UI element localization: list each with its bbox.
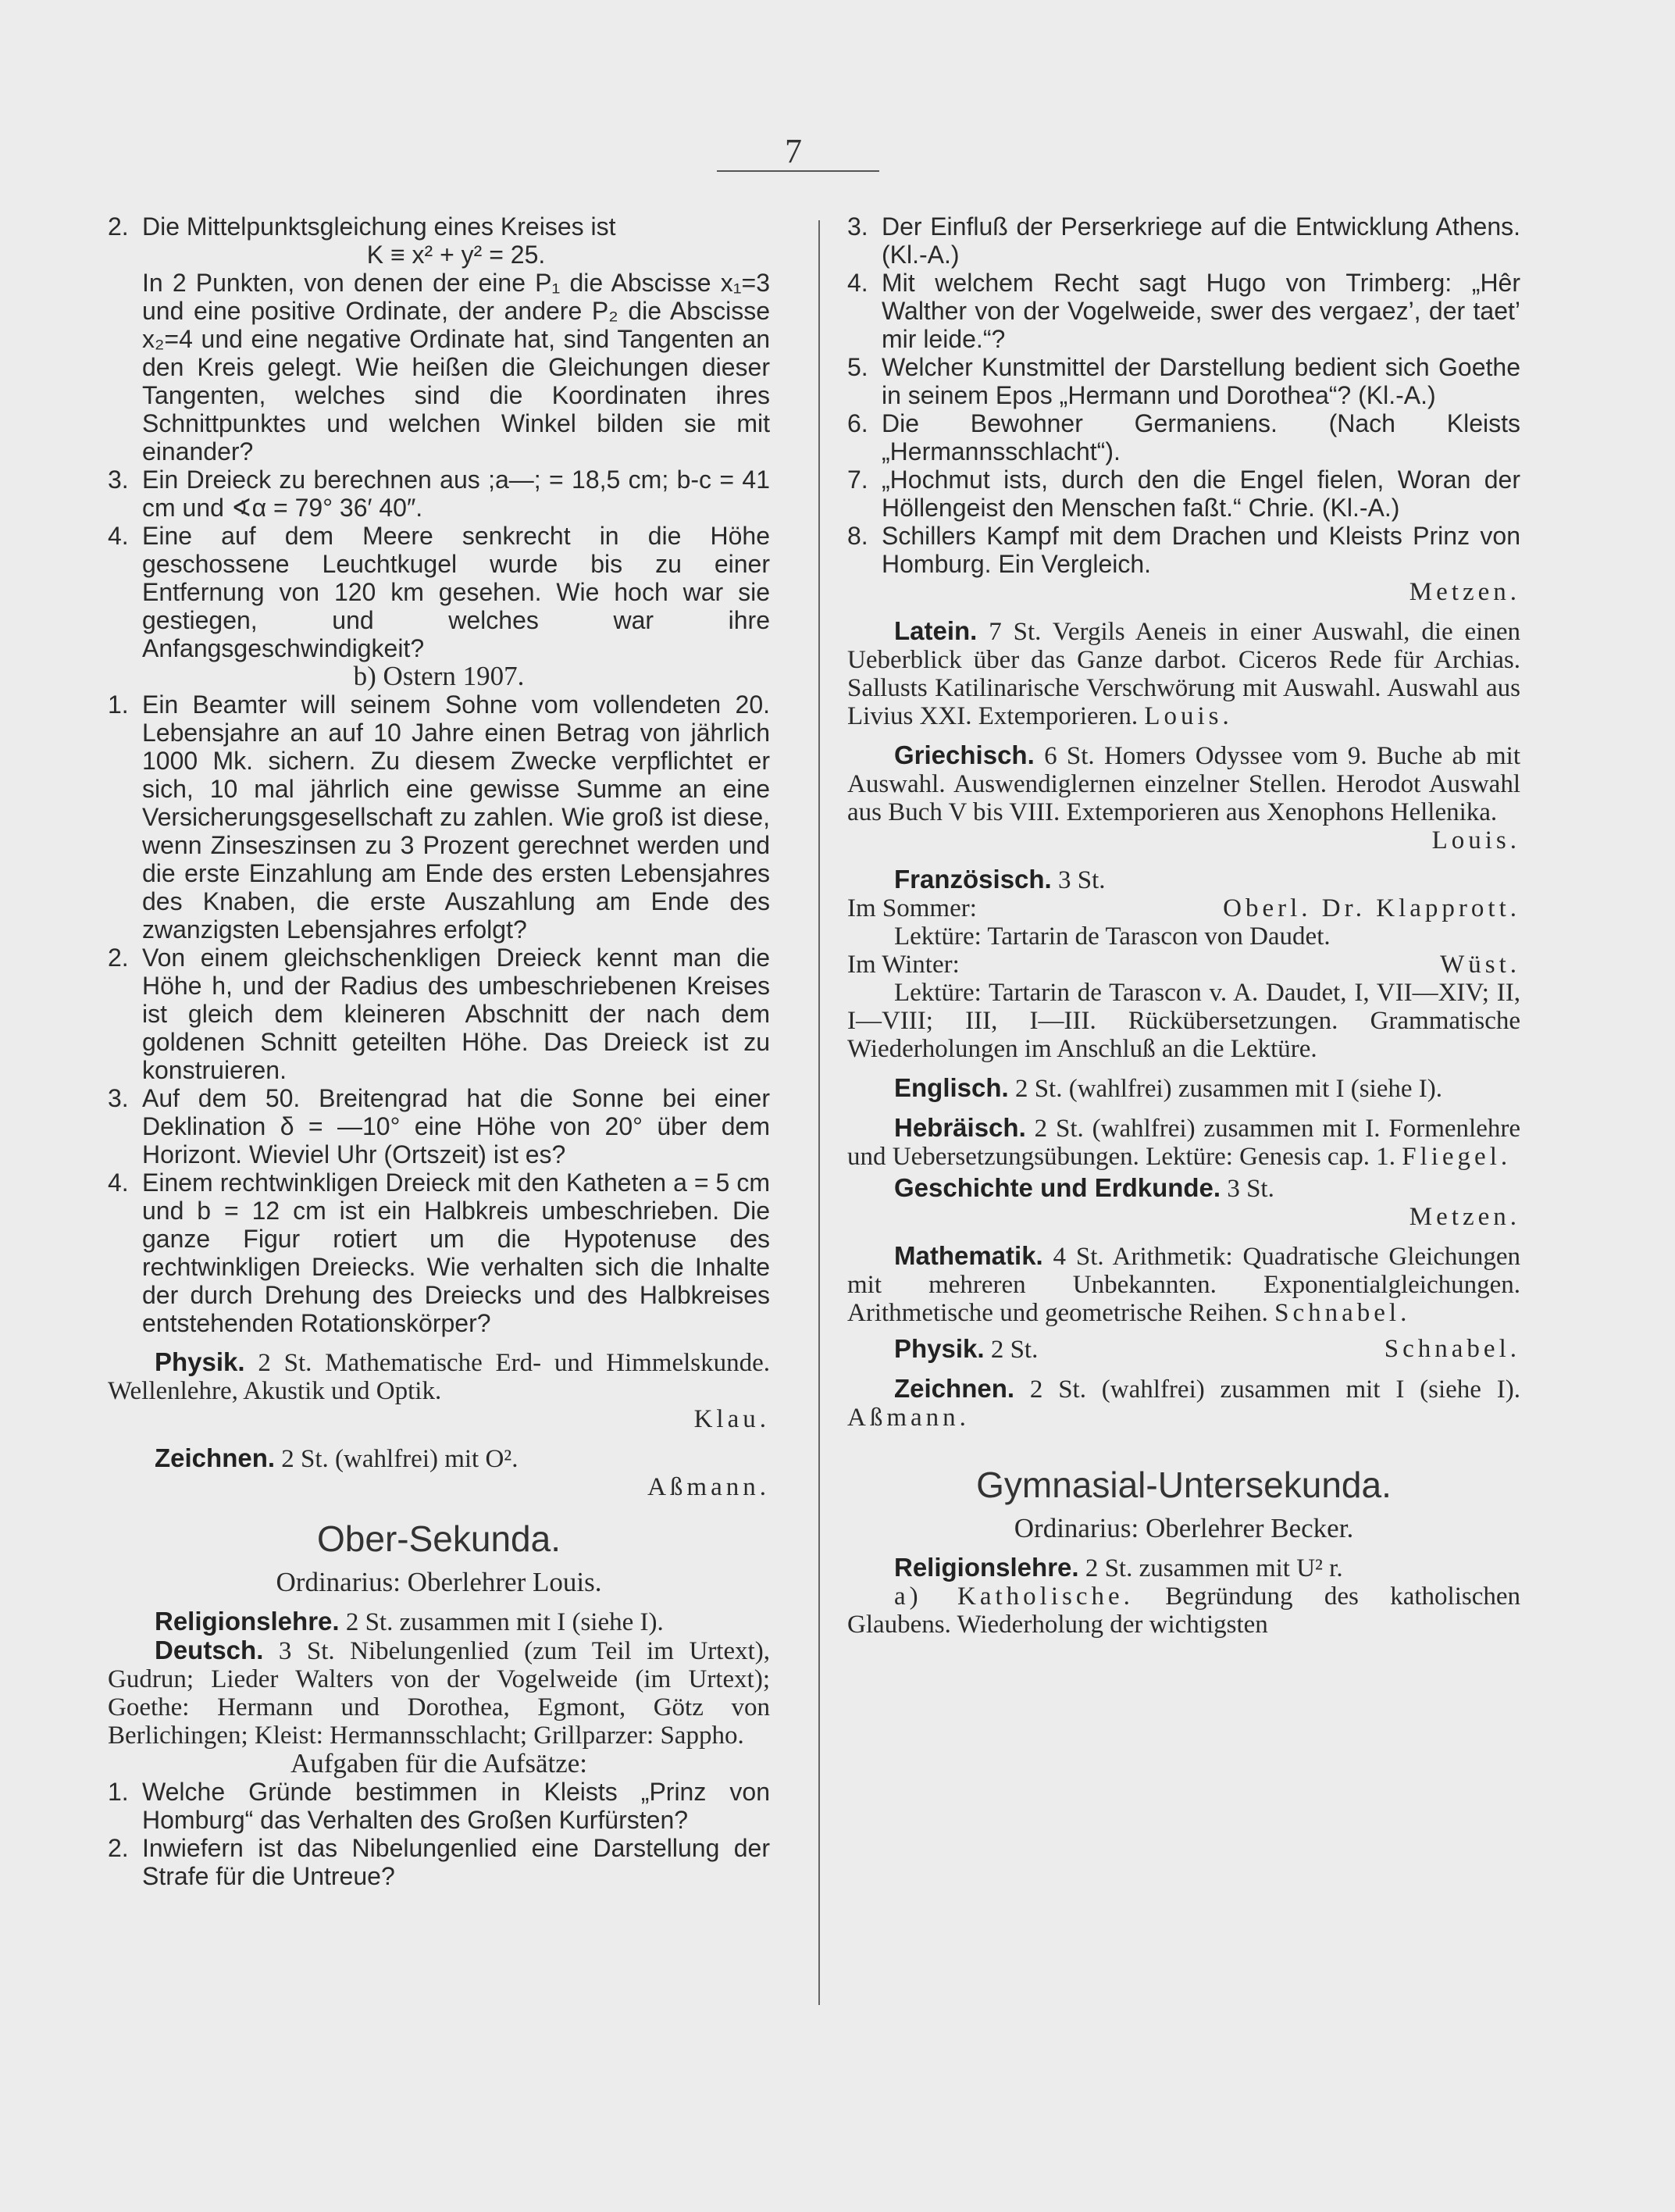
- ostern-heading: b) Ostern 1907.: [353, 661, 525, 691]
- essay-tasks-right: [847, 212, 1520, 578]
- item-number: 4.: [108, 522, 129, 550]
- ordinarius: Ordinarius: Oberlehrer Louis.: [276, 1567, 602, 1597]
- englisch-entry: [847, 1074, 1520, 1103]
- subject-label: Geschichte und Erdkunde.: [894, 1173, 1221, 1202]
- essay-tasks-left: [108, 1778, 770, 1890]
- task-text: Schillers Kampf mit dem Drachen und Kleists Prinz von Homburg. Ein Vergleich.: [882, 522, 1520, 578]
- subject-label: Französisch.: [894, 865, 1052, 894]
- franzoesisch-entry: [847, 865, 1520, 894]
- task-text: Die Bewohner Germaniens. (Nach Kleists „Hermannsschlacht“).: [882, 409, 1520, 466]
- math-task-b-3: [108, 1084, 770, 1168]
- task-text: Der Einfluß der Perserkriege auf die Entwicklung Athens. (Kl.-A.): [882, 212, 1520, 269]
- essay-task-4: [847, 269, 1520, 353]
- item-number: 4.: [847, 269, 868, 297]
- geschichte-teacher: Metzen.: [1409, 1203, 1520, 1231]
- subject-text: 2 St. zusammen mit I (siehe I).: [345, 1608, 664, 1636]
- geschichte-entry: [847, 1174, 1520, 1203]
- item-number: 6.: [847, 409, 868, 437]
- math-task-b-4: [108, 1168, 770, 1337]
- hebraeisch-entry: [847, 1114, 1520, 1171]
- task-text: Welche Gründe bestimmen in Kleists „Prinz von Homburg“ das Verhalten des Großen Kurfürsten?: [142, 1778, 770, 1834]
- subject-text: 6 St. Homers Odyssee vom 9. Buche ab mit Auswahl. Auswendiglernen einzelner Stellen. Herodot Auswahl aus Buch V bis VIII. Extemporieren aus Xenophons Hellenika.: [847, 742, 1520, 826]
- essay-task-2: [108, 1834, 770, 1890]
- subject-text: 2 St. (wahlfrei) zusammen mit I (siehe I).: [1029, 1375, 1521, 1404]
- sommer-teacher: Oberl. Dr. Klapprott.: [1223, 894, 1520, 922]
- essay-teacher: Metzen.: [1409, 578, 1520, 606]
- item-number: 3.: [108, 466, 129, 494]
- math-task-a-2: [108, 212, 770, 466]
- essay-task-6: [847, 409, 1520, 466]
- subject-text: 2 St.: [990, 1336, 1039, 1364]
- subject-text: 2 St. (wahlfrei) mit O².: [281, 1445, 519, 1473]
- item-number: 1.: [108, 1778, 129, 1806]
- essay-task-5: [847, 353, 1520, 409]
- subject-text: 3 St.: [1227, 1175, 1274, 1203]
- essay-task-8: [847, 522, 1520, 578]
- subject-label: Hebräisch.: [894, 1113, 1026, 1142]
- subject-teacher: Fliegel.: [1402, 1143, 1512, 1171]
- zeichnen-teacher: Aßmann.: [647, 1473, 770, 1501]
- item-number: 2.: [108, 212, 129, 241]
- winter-teacher: Wüst.: [1440, 951, 1520, 979]
- task-text: Eine auf dem Meere senkrecht in die Höhe geschossene Leuchtkugel wurde bis zu einer Entfernung von 120 km gesehen. Wie hoch war sie gestiegen, und welches war ihre Anfangsgeschwindigkeit?: [142, 522, 770, 662]
- subject-sublabel: a) Katholische.: [894, 1582, 1134, 1611]
- essay-task-1: [108, 1778, 770, 1834]
- math-task-b-1: [108, 690, 770, 944]
- sommer-row: [847, 894, 1520, 922]
- deutsch-entry: [108, 1636, 770, 1750]
- subject-text: 3 St. Nibelungenlied (zum Teil im Urtext), Gudrun; Lieder Walters von der Vogelweide (im Urtext); Goethe: Hermann und Dorothea, Egmont, Götz von Berlichingen; Kleist: Hermannsschlacht; Grillparzer: Sappho.: [108, 1637, 770, 1750]
- subject-text: 2 St. Mathematische Erd- und Himmelskunde. Wellenlehre, Akustik und Optik.: [108, 1349, 770, 1405]
- subject-text: 4 St. Arithmetik: Quadratische Gleichungen mit mehreren Unbekannten. Exponentialgleichungen. Arithmetische und geometrische Reihen.: [847, 1243, 1520, 1327]
- griechisch-entry: [847, 741, 1520, 826]
- subject-label: Religionslehre.: [155, 1607, 340, 1636]
- task-text: Einem rechtwinkligen Dreieck mit den Katheten a = 5 cm und b = 12 cm ist ein Halbkreis umbeschrieben. Die ganze Figur rotiert um die Hypotenuse des rechtwinkligen Dreiecks. Wie verhalten sich die Inhalte der durch Drehung des Dreiecks und des Halbkreises entstehenden Rotationskörper?: [142, 1168, 770, 1337]
- item-number: 1.: [108, 690, 129, 719]
- subject-teacher: Schnabel.: [1274, 1299, 1411, 1327]
- essay-task-3: [847, 212, 1520, 269]
- section-title-ober-sekunda: Ober-Sekunda.: [317, 1518, 561, 1559]
- task-text: Mit welchem Recht sagt Hugo von Trimberg: „Hêr Walther von der Vogelweide, swer des vergaez’, der taet’ mir leide.“?: [882, 269, 1520, 353]
- subject-label: Zeichnen.: [155, 1443, 276, 1472]
- task-text: Von einem gleichschenkligen Dreieck kennt man die Höhe h, und der Radius des umbeschriebenen Kreises ist gleich dem kleineren Abschnitt der nach dem goldenen Schnitt geteilten Höhe. Das Dreieck ist zu konstruieren.: [142, 944, 770, 1084]
- winter-row: [847, 951, 1520, 979]
- section-title-untersekunda: Gymnasial-Untersekunda.: [976, 1465, 1392, 1505]
- religion-entry: [108, 1607, 770, 1636]
- page-number: 7: [785, 132, 802, 170]
- column-divider: [818, 220, 820, 2005]
- ordinarius: Ordinarius: Oberlehrer Becker.: [1014, 1513, 1354, 1543]
- math-task-a-3: [108, 466, 770, 522]
- task-text: Welcher Kunstmittel der Darstellung bedient sich Goethe in seinem Epos „Hermann und Dorothea“? (Kl.-A.): [882, 353, 1520, 409]
- subject-hours: 3 St.: [1057, 866, 1106, 894]
- task-text: Auf dem 50. Breitengrad hat die Sonne bei einer Deklination δ = —10° eine Höhe von 20° über dem Horizont. Wieviel Uhr (Ortszeit) ist es?: [142, 1084, 770, 1168]
- sommer-lektuere: Lektüre: Tartarin de Tarascon von Daudet.: [894, 922, 1331, 951]
- item-number: 3.: [108, 1084, 129, 1112]
- subject-text: 7 St. Vergils Aeneis in einer Auswahl, die einen Ueberblick über das Ganze darbot. Ciceros Rede für Archias. Sallusts Katilinarische Verschwörung mit Auswahl. Auswahl aus Livius XXI. Extemporieren.: [847, 618, 1520, 730]
- task-text: Inwiefern ist das Nibelungenlied eine Darstellung der Strafe für die Untreue?: [142, 1834, 770, 1890]
- subject-text: 2 St. (wahlfrei) zusammen mit I. Formenlehre und Uebersetzungsübungen. Lektüre: Genesis cap. 1.: [847, 1115, 1520, 1171]
- math-tasks-a: [108, 212, 770, 662]
- physik-teacher: Klau.: [693, 1405, 770, 1433]
- task-text: Ein Dreieck zu berechnen aus ;a—; = 18,5 cm; b-c = 41 cm und ∢α = 79° 36′ 40″.: [142, 466, 770, 522]
- winter-lektuere: Lektüre: Tartarin de Tarascon v. A. Daudet, I, VII—XIV; II, I—VIII; III, I—III. Rückübersetzungen. Grammatische Wiederholungen im Anschluß an die Lektüre.: [847, 979, 1520, 1063]
- griechisch-teacher: Louis.: [1431, 826, 1520, 854]
- task-intro: Die Mittelpunktsgleichung eines Kreises ist: [142, 212, 616, 241]
- subject-teacher: Louis.: [1144, 702, 1233, 730]
- subject-label: Zeichnen.: [894, 1374, 1015, 1403]
- subject-text: Begründung des katholischen Glaubens. Wiederholung der wichtigsten: [847, 1582, 1520, 1639]
- item-number: 2.: [108, 944, 129, 972]
- winter-label: Im Winter:: [847, 951, 960, 979]
- subject-label: Englisch.: [894, 1073, 1009, 1102]
- subject-label: Latein.: [894, 616, 978, 645]
- item-number: 5.: [847, 353, 868, 381]
- subject-teacher: Aßmann.: [847, 1404, 970, 1432]
- religion-entry-right: [847, 1554, 1520, 1582]
- math-task-a-4: [108, 522, 770, 662]
- zeichnen-entry-right: [847, 1375, 1520, 1432]
- item-number: 4.: [108, 1168, 129, 1197]
- subject-text: 2 St. (wahlfrei) zusammen mit I (siehe I).: [1014, 1075, 1443, 1103]
- subject-label: Griechisch.: [894, 740, 1035, 769]
- task-text: Ein Beamter will seinem Sohne vom vollendeten 20. Lebensjahre an auf 10 Jahre einen Betrag von jährlich 1000 Mk. sichern. Zu diesem Zwecke verpflichtet er sich, 10 mal jährlich eine gewisse Summe an eine Versicherungsgesellschaft zu zahlen. Wie groß ist diese, wenn Zinseszinsen zu 3 Prozent gerechnet werden und die erste Einzahlung am Ende des ersten Lebensjahres des Knaben, die erste Auszahlung am Ende des zwanzigsten Lebensjahres erfolgt?: [142, 690, 770, 944]
- right-column: [847, 212, 1520, 1639]
- left-column: [108, 212, 770, 1890]
- subject-teacher: Schnabel.: [1384, 1335, 1520, 1363]
- latein-entry: [847, 617, 1520, 730]
- math-tasks-b: [108, 690, 770, 1337]
- subject-label: Physik.: [155, 1347, 245, 1376]
- circle-equation: K ≡ x² + y² = 25.: [366, 241, 546, 269]
- header-rule: [717, 170, 879, 172]
- mathematik-entry: [847, 1242, 1520, 1327]
- math-task-b-2: [108, 944, 770, 1084]
- item-number: 8.: [847, 522, 868, 550]
- subject-text: 2 St. zusammen mit U² r.: [1085, 1554, 1343, 1582]
- subject-label: Mathematik.: [894, 1241, 1043, 1270]
- essay-task-7: [847, 466, 1520, 522]
- zeichnen-entry: [108, 1444, 770, 1473]
- physik-entry: [108, 1348, 770, 1405]
- item-number: 3.: [847, 212, 868, 241]
- sommer-label: Im Sommer:: [847, 894, 977, 922]
- item-number: 2.: [108, 1834, 129, 1862]
- subject-label: Deutsch.: [155, 1636, 264, 1664]
- task-text: „Hochmut ists, durch den die Engel fielen, Woran der Höllengeist den Menschen faßt.“ Chrie. (Kl.-A.): [882, 466, 1520, 522]
- item-number: 7.: [847, 466, 868, 494]
- subject-label: Physik.: [894, 1334, 985, 1363]
- physik-entry-right: [847, 1335, 1520, 1364]
- task-text: In 2 Punkten, von denen der eine P₁ die Abscisse x₁=3 und eine positive Ordinate, der andere P₂ die Abscisse x₂=4 und eine negative Ordinate hat, sind Tangenten an den Kreis gelegt. Wie heißen die Gleichungen dieser Tangenten, welches sind die Koordinaten ihres Schnittpunktes und welchen Winkel bilden sie mit einander?: [142, 269, 770, 466]
- katholisch-entry: [847, 1582, 1520, 1639]
- subject-label: Religionslehre.: [894, 1553, 1079, 1582]
- aufgaben-heading: Aufgaben für die Aufsätze:: [290, 1748, 587, 1779]
